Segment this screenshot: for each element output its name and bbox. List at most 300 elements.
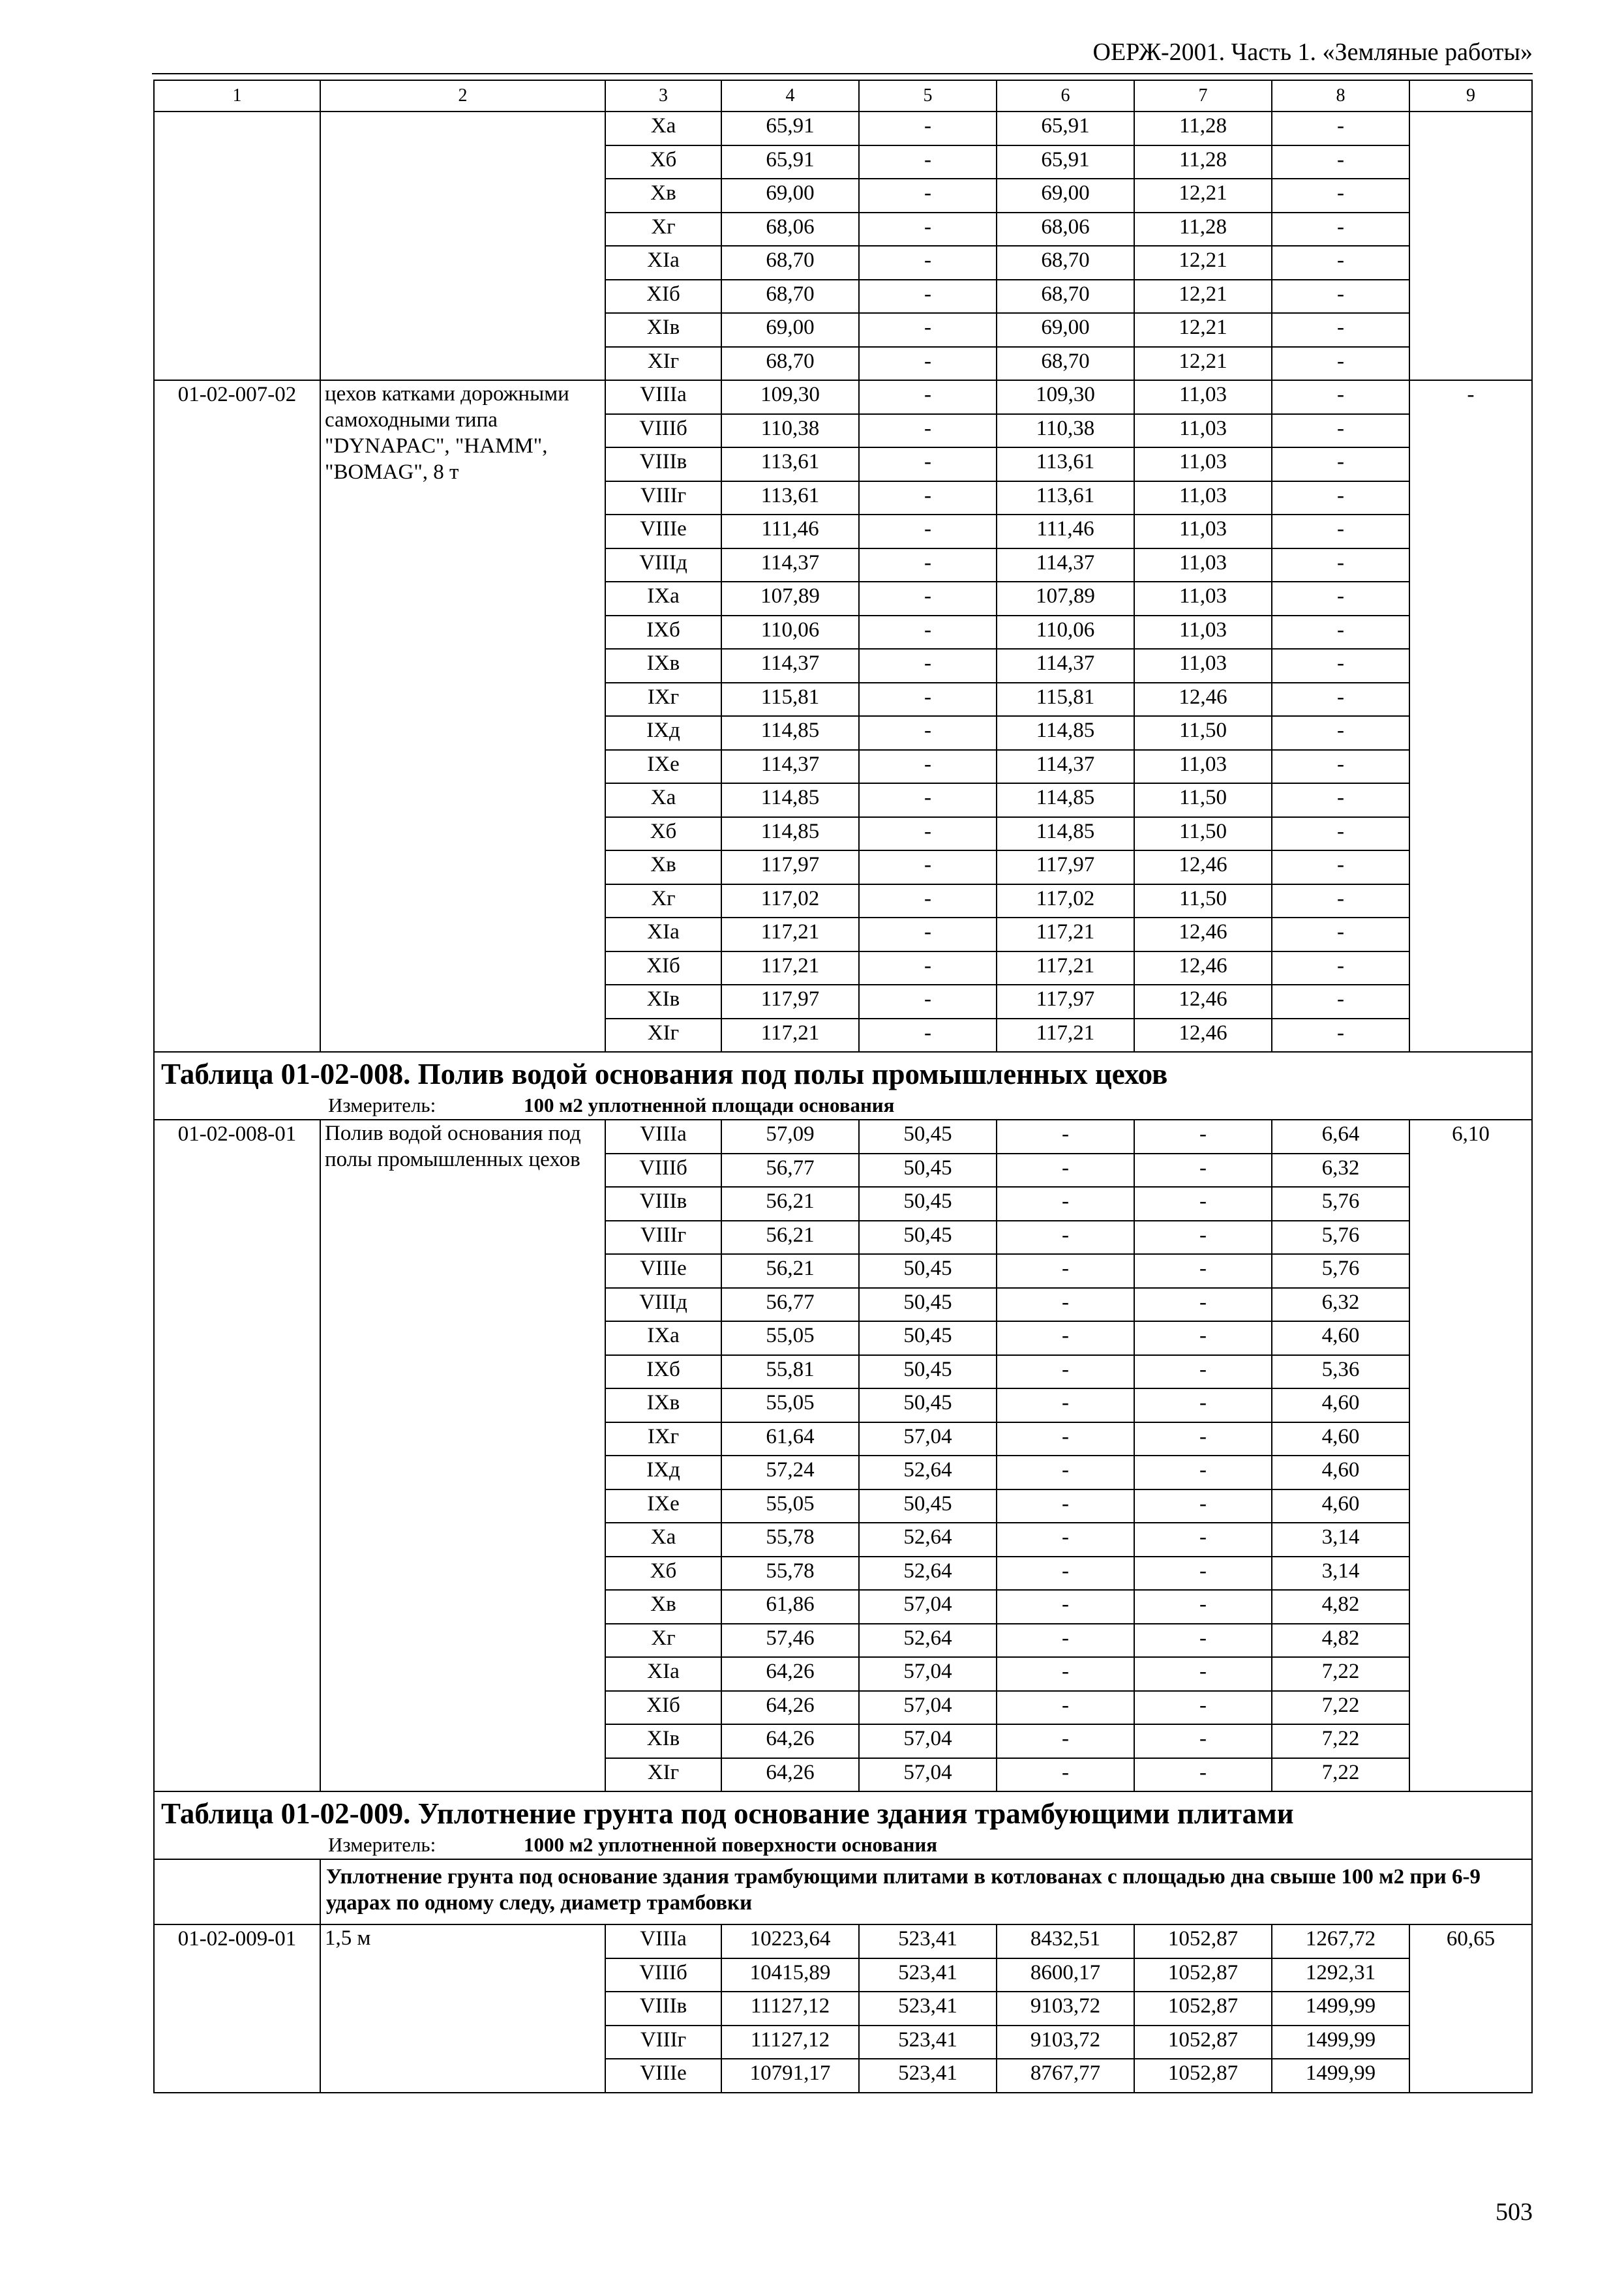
- value-cell: -: [859, 582, 997, 616]
- value-cell: 12,46: [1134, 1019, 1272, 1053]
- value-cell: 12,46: [1134, 951, 1272, 985]
- value-cell: -: [1272, 918, 1409, 951]
- zone-cell: IXe: [605, 750, 721, 784]
- zone-cell: IXв: [605, 649, 721, 683]
- value-cell: 50,45: [859, 1254, 997, 1288]
- zone-cell: IXa: [605, 1321, 721, 1355]
- value-cell: -: [997, 1523, 1134, 1557]
- value-cell: 57,04: [859, 1724, 997, 1758]
- column-number: 3: [605, 80, 721, 112]
- value-cell: 7,22: [1272, 1691, 1409, 1725]
- zone-cell: IXд: [605, 716, 721, 750]
- value-cell: -: [997, 1422, 1134, 1456]
- value-cell: 3,14: [1272, 1523, 1409, 1557]
- zone-cell: IXг: [605, 1422, 721, 1456]
- value-cell: 523,41: [859, 1992, 997, 2026]
- value-cell: -: [1272, 817, 1409, 851]
- measure-label: Измеритель:: [328, 1833, 436, 1856]
- section-heading-row: [154, 1859, 1532, 1924]
- zone-cell: IXб: [605, 1355, 721, 1389]
- value-cell: 65,91: [721, 112, 859, 145]
- zone-cell: Xг: [605, 213, 721, 247]
- zone-cell: Xб: [605, 145, 721, 179]
- measure-cell: [154, 1833, 1532, 1859]
- value-cell: 1499,99: [1272, 2059, 1409, 2093]
- value-cell: -: [997, 1691, 1134, 1725]
- value-cell: 110,06: [997, 616, 1134, 650]
- value-cell: 115,81: [997, 683, 1134, 717]
- value-cell: 55,05: [721, 1321, 859, 1355]
- value-cell: 52,64: [859, 1624, 997, 1658]
- value-cell: 4,60: [1272, 1388, 1409, 1422]
- value-cell: -: [1134, 1321, 1272, 1355]
- zone-cell: Xa: [605, 112, 721, 145]
- value-cell: 11,03: [1134, 380, 1272, 414]
- table-title: Таблица 01-02-009. Уплотнение грунта под основание здания трамбующими плитами: [161, 1797, 1294, 1830]
- value-cell: -: [1134, 1557, 1272, 1591]
- value-cell: 12,46: [1134, 918, 1272, 951]
- value-cell: 9103,72: [997, 1992, 1134, 2026]
- value-cell: 10415,89: [721, 1958, 859, 1992]
- value-cell: -: [1272, 313, 1409, 347]
- value-cell: 11,03: [1134, 414, 1272, 448]
- column-number: 9: [1409, 80, 1532, 112]
- value-cell: -: [859, 716, 997, 750]
- value-cell: 11,03: [1134, 548, 1272, 582]
- value-cell: -: [997, 1288, 1134, 1322]
- value-cell: -: [1272, 884, 1409, 918]
- value-cell: 4,60: [1272, 1456, 1409, 1489]
- value-cell: 57,04: [859, 1758, 997, 1792]
- value-cell: -: [1272, 750, 1409, 784]
- value-cell: 12,46: [1134, 985, 1272, 1019]
- value-cell: -: [859, 850, 997, 884]
- value-cell: -: [859, 783, 997, 817]
- value-cell: -: [1272, 481, 1409, 515]
- value-cell: 117,02: [997, 884, 1134, 918]
- value-cell: 50,45: [859, 1154, 997, 1188]
- value-cell: 5,76: [1272, 1221, 1409, 1255]
- value-cell: 50,45: [859, 1489, 997, 1523]
- value-cell: -: [997, 1489, 1134, 1523]
- value-cell: 12,21: [1134, 347, 1272, 381]
- value-cell: 12,46: [1134, 850, 1272, 884]
- value-cell: 69,00: [721, 313, 859, 347]
- value-cell: -: [859, 750, 997, 784]
- value-cell: 57,46: [721, 1624, 859, 1658]
- value-cell: -: [1272, 112, 1409, 145]
- zone-cell: VIIIб: [605, 1958, 721, 1992]
- value-cell: -: [1272, 683, 1409, 717]
- column-number-row: [154, 80, 1532, 112]
- value-cell: -: [1272, 1019, 1409, 1053]
- value-cell: 109,30: [721, 380, 859, 414]
- value-cell: -: [1272, 414, 1409, 448]
- item-description: цехов катками дорожными самоходными типа "DYNAPAC", "HAMM", "BOMAG", 8 т: [320, 380, 605, 1052]
- value-cell: 114,37: [997, 548, 1134, 582]
- value-cell: -: [1272, 985, 1409, 1019]
- value-cell: -: [859, 817, 997, 851]
- value-cell: 11,28: [1134, 145, 1272, 179]
- measure-value: 100 м2 уплотненной площади основания: [524, 1094, 895, 1116]
- value-cell: 6,32: [1272, 1154, 1409, 1188]
- value-cell: 117,97: [997, 850, 1134, 884]
- value-cell: 117,21: [721, 1019, 859, 1053]
- value-cell: 12,21: [1134, 280, 1272, 314]
- value-cell: 52,64: [859, 1523, 997, 1557]
- rates-table: [153, 80, 1533, 2093]
- table-row: [154, 1924, 1532, 1958]
- zone-cell: XIв: [605, 985, 721, 1019]
- zone-cell: XIб: [605, 951, 721, 985]
- value-cell: 114,85: [721, 817, 859, 851]
- zone-cell: Xв: [605, 850, 721, 884]
- workers-cell: -: [1409, 380, 1532, 1052]
- value-cell: -: [997, 1321, 1134, 1355]
- value-cell: 7,22: [1272, 1758, 1409, 1792]
- value-cell: 50,45: [859, 1221, 997, 1255]
- value-cell: 114,85: [721, 716, 859, 750]
- value-cell: 11,28: [1134, 213, 1272, 247]
- value-cell: -: [1272, 179, 1409, 213]
- item-code: 01-02-009-01: [154, 1924, 320, 2093]
- value-cell: -: [859, 481, 997, 515]
- value-cell: -: [1272, 280, 1409, 314]
- zone-cell: XIг: [605, 347, 721, 381]
- column-number: 7: [1134, 80, 1272, 112]
- zone-cell: Xб: [605, 817, 721, 851]
- value-cell: -: [859, 280, 997, 314]
- value-cell: 114,85: [997, 817, 1134, 851]
- value-cell: 113,61: [997, 447, 1134, 481]
- value-cell: 57,04: [859, 1422, 997, 1456]
- rates-table-body: [154, 80, 1532, 2093]
- zone-cell: Xг: [605, 1624, 721, 1658]
- zone-cell: VIIIд: [605, 548, 721, 582]
- value-cell: 57,04: [859, 1590, 997, 1624]
- zone-cell: Xa: [605, 1523, 721, 1557]
- value-cell: -: [1272, 616, 1409, 650]
- value-cell: -: [859, 548, 997, 582]
- value-cell: 1052,87: [1134, 1958, 1272, 1992]
- value-cell: 10791,17: [721, 2059, 859, 2093]
- value-cell: -: [859, 380, 997, 414]
- value-cell: -: [1272, 716, 1409, 750]
- value-cell: 11127,12: [721, 1992, 859, 2026]
- value-cell: 68,70: [721, 246, 859, 280]
- value-cell: 68,70: [997, 280, 1134, 314]
- value-cell: 1267,72: [1272, 1924, 1409, 1958]
- value-cell: 114,85: [721, 783, 859, 817]
- value-cell: 69,00: [721, 179, 859, 213]
- zone-cell: VIIIa: [605, 1120, 721, 1154]
- value-cell: -: [1134, 1221, 1272, 1255]
- value-cell: 1499,99: [1272, 1992, 1409, 2026]
- zone-cell: IXб: [605, 616, 721, 650]
- value-cell: 5,76: [1272, 1254, 1409, 1288]
- value-cell: 11,03: [1134, 481, 1272, 515]
- value-cell: 68,70: [721, 347, 859, 381]
- value-cell: 11,03: [1134, 750, 1272, 784]
- value-cell: 69,00: [997, 313, 1134, 347]
- value-cell: 68,70: [721, 280, 859, 314]
- value-cell: 56,21: [721, 1254, 859, 1288]
- measure-value: 1000 м2 уплотненной поверхности основания: [524, 1833, 938, 1856]
- item-code: [154, 112, 320, 380]
- value-cell: -: [1134, 1422, 1272, 1456]
- value-cell: 65,91: [997, 112, 1134, 145]
- value-cell: -: [997, 1187, 1134, 1221]
- value-cell: -: [1134, 1590, 1272, 1624]
- value-cell: -: [859, 683, 997, 717]
- value-cell: 4,60: [1272, 1321, 1409, 1355]
- value-cell: 114,37: [997, 649, 1134, 683]
- running-header: ОЕРЖ-2001. Часть 1. «Земляные работы»: [1092, 38, 1533, 66]
- value-cell: -: [859, 884, 997, 918]
- column-number: 2: [320, 80, 605, 112]
- value-cell: 7,22: [1272, 1657, 1409, 1691]
- value-cell: 1052,87: [1134, 2026, 1272, 2059]
- value-cell: -: [997, 1557, 1134, 1591]
- value-cell: -: [859, 985, 997, 1019]
- value-cell: 1499,99: [1272, 2026, 1409, 2059]
- value-cell: 57,04: [859, 1657, 997, 1691]
- value-cell: -: [1272, 145, 1409, 179]
- zone-cell: XIб: [605, 1691, 721, 1725]
- zone-cell: VIIIв: [605, 447, 721, 481]
- value-cell: 114,37: [997, 750, 1134, 784]
- value-cell: 110,38: [721, 414, 859, 448]
- value-cell: -: [1134, 1355, 1272, 1389]
- value-cell: 64,26: [721, 1724, 859, 1758]
- item-code: 01-02-008-01: [154, 1120, 320, 1791]
- value-cell: -: [997, 1120, 1134, 1154]
- value-cell: -: [1272, 246, 1409, 280]
- zone-cell: VIIIб: [605, 1154, 721, 1188]
- value-cell: 117,97: [721, 850, 859, 884]
- value-cell: -: [859, 313, 997, 347]
- column-number: 1: [154, 80, 320, 112]
- value-cell: 56,77: [721, 1288, 859, 1322]
- value-cell: -: [997, 1254, 1134, 1288]
- zone-cell: Xa: [605, 783, 721, 817]
- column-number: 5: [859, 80, 997, 112]
- value-cell: -: [1134, 1691, 1272, 1725]
- workers-cell: 60,65: [1409, 1924, 1532, 2093]
- value-cell: -: [1272, 649, 1409, 683]
- value-cell: 111,46: [721, 515, 859, 548]
- value-cell: 69,00: [997, 179, 1134, 213]
- measure-label: Измеритель:: [328, 1094, 436, 1116]
- value-cell: 117,21: [997, 1019, 1134, 1053]
- value-cell: 113,61: [721, 481, 859, 515]
- value-cell: -: [997, 1456, 1134, 1489]
- value-cell: 11,03: [1134, 515, 1272, 548]
- value-cell: 57,24: [721, 1456, 859, 1489]
- column-number: 4: [721, 80, 859, 112]
- value-cell: 11127,12: [721, 2026, 859, 2059]
- value-cell: 8600,17: [997, 1958, 1134, 1992]
- value-cell: 50,45: [859, 1321, 997, 1355]
- value-cell: -: [997, 1388, 1134, 1422]
- table-title: Таблица 01-02-008. Полив водой основания под полы промышленных цехов: [161, 1058, 1168, 1090]
- value-cell: 12,21: [1134, 246, 1272, 280]
- value-cell: 11,03: [1134, 447, 1272, 481]
- value-cell: 115,81: [721, 683, 859, 717]
- value-cell: 55,78: [721, 1557, 859, 1591]
- value-cell: 523,41: [859, 1924, 997, 1958]
- value-cell: -: [1134, 1624, 1272, 1658]
- value-cell: -: [859, 347, 997, 381]
- zone-cell: VIIIe: [605, 2059, 721, 2093]
- value-cell: -: [859, 112, 997, 145]
- zone-cell: XIa: [605, 246, 721, 280]
- value-cell: 68,70: [997, 246, 1134, 280]
- value-cell: 107,89: [721, 582, 859, 616]
- table-row: [154, 1120, 1532, 1154]
- zone-cell: VIIIд: [605, 1288, 721, 1322]
- value-cell: 11,50: [1134, 884, 1272, 918]
- value-cell: -: [1272, 582, 1409, 616]
- value-cell: -: [997, 1758, 1134, 1792]
- value-cell: 68,70: [997, 347, 1134, 381]
- value-cell: -: [997, 1657, 1134, 1691]
- value-cell: 52,64: [859, 1557, 997, 1591]
- value-cell: 117,21: [721, 918, 859, 951]
- value-cell: 109,30: [997, 380, 1134, 414]
- value-cell: 11,50: [1134, 716, 1272, 750]
- table-row: [154, 380, 1532, 414]
- zone-cell: Xв: [605, 179, 721, 213]
- value-cell: 64,26: [721, 1657, 859, 1691]
- value-cell: 114,37: [721, 649, 859, 683]
- value-cell: -: [859, 179, 997, 213]
- value-cell: 61,86: [721, 1590, 859, 1624]
- value-cell: 117,97: [997, 985, 1134, 1019]
- section-heading: Уплотнение грунта под основание здания трамбующими плитами в котлованах с площадью дна свыше 100 м2 при 6-9 ударах по одному следу, диаметр трамбовки: [320, 1859, 1532, 1924]
- value-cell: 50,45: [859, 1187, 997, 1221]
- value-cell: 55,78: [721, 1523, 859, 1557]
- value-cell: 3,14: [1272, 1557, 1409, 1591]
- item-description: [320, 112, 605, 380]
- value-cell: 117,02: [721, 884, 859, 918]
- value-cell: 50,45: [859, 1288, 997, 1322]
- zone-cell: Xг: [605, 884, 721, 918]
- value-cell: -: [1272, 213, 1409, 247]
- column-number: 6: [997, 80, 1134, 112]
- value-cell: 111,46: [997, 515, 1134, 548]
- value-cell: 6,64: [1272, 1120, 1409, 1154]
- value-cell: 523,41: [859, 2026, 997, 2059]
- zone-cell: XIa: [605, 1657, 721, 1691]
- value-cell: -: [1272, 951, 1409, 985]
- value-cell: 64,26: [721, 1758, 859, 1792]
- value-cell: 117,21: [997, 918, 1134, 951]
- zone-cell: VIIIa: [605, 380, 721, 414]
- measure-row: [154, 1833, 1532, 1859]
- value-cell: -: [1272, 380, 1409, 414]
- value-cell: 1292,31: [1272, 1958, 1409, 1992]
- value-cell: 114,37: [721, 548, 859, 582]
- value-cell: 523,41: [859, 1958, 997, 1992]
- value-cell: 65,91: [721, 145, 859, 179]
- value-cell: 50,45: [859, 1388, 997, 1422]
- value-cell: 110,38: [997, 414, 1134, 448]
- value-cell: -: [997, 1590, 1134, 1624]
- value-cell: -: [859, 447, 997, 481]
- zone-cell: VIIIa: [605, 1924, 721, 1958]
- header-rule: [152, 73, 1533, 74]
- value-cell: 4,60: [1272, 1489, 1409, 1523]
- value-cell: 117,21: [721, 951, 859, 985]
- value-cell: -: [859, 414, 997, 448]
- value-cell: 11,50: [1134, 783, 1272, 817]
- zone-cell: VIIIe: [605, 1254, 721, 1288]
- value-cell: -: [1134, 1523, 1272, 1557]
- zone-cell: VIIIв: [605, 1992, 721, 2026]
- value-cell: 113,61: [721, 447, 859, 481]
- value-cell: -: [997, 1355, 1134, 1389]
- zone-cell: VIIIг: [605, 1221, 721, 1255]
- item-description: Полив водой основания под полы промышленных цехов: [320, 1120, 605, 1791]
- value-cell: 523,41: [859, 2059, 997, 2093]
- value-cell: 10223,64: [721, 1924, 859, 1958]
- item-description: 1,5 м: [320, 1924, 605, 2093]
- value-cell: 114,85: [997, 716, 1134, 750]
- value-cell: 11,03: [1134, 649, 1272, 683]
- value-cell: 12,21: [1134, 179, 1272, 213]
- value-cell: -: [997, 1154, 1134, 1188]
- zone-cell: XIв: [605, 313, 721, 347]
- value-cell: -: [859, 145, 997, 179]
- value-cell: -: [1134, 1254, 1272, 1288]
- value-cell: -: [859, 515, 997, 548]
- value-cell: 56,21: [721, 1221, 859, 1255]
- zone-cell: IXe: [605, 1489, 721, 1523]
- table-row: [154, 112, 1532, 145]
- value-cell: 12,46: [1134, 683, 1272, 717]
- value-cell: 50,45: [859, 1120, 997, 1154]
- value-cell: 57,09: [721, 1120, 859, 1154]
- zone-cell: VIIIг: [605, 2026, 721, 2059]
- value-cell: 56,21: [721, 1187, 859, 1221]
- workers-cell: 6,10: [1409, 1120, 1532, 1791]
- zone-cell: IXa: [605, 582, 721, 616]
- value-cell: 68,06: [997, 213, 1134, 247]
- value-cell: -: [1134, 1456, 1272, 1489]
- value-cell: 65,91: [997, 145, 1134, 179]
- zone-cell: IXг: [605, 683, 721, 717]
- zone-cell: IXд: [605, 1456, 721, 1489]
- value-cell: -: [1272, 347, 1409, 381]
- value-cell: -: [1134, 1187, 1272, 1221]
- value-cell: -: [1134, 1758, 1272, 1792]
- value-cell: 5,76: [1272, 1187, 1409, 1221]
- zone-cell: XIв: [605, 1724, 721, 1758]
- measure-row: [154, 1093, 1532, 1120]
- value-cell: 114,37: [721, 750, 859, 784]
- zone-cell: XIa: [605, 918, 721, 951]
- value-cell: 55,81: [721, 1355, 859, 1389]
- value-cell: -: [1272, 447, 1409, 481]
- zone-cell: XIб: [605, 280, 721, 314]
- value-cell: 56,77: [721, 1154, 859, 1188]
- zone-cell: IXв: [605, 1388, 721, 1422]
- value-cell: 7,22: [1272, 1724, 1409, 1758]
- zone-cell: VIIIв: [605, 1187, 721, 1221]
- value-cell: 57,04: [859, 1691, 997, 1725]
- table-title-cell: [154, 1052, 1532, 1093]
